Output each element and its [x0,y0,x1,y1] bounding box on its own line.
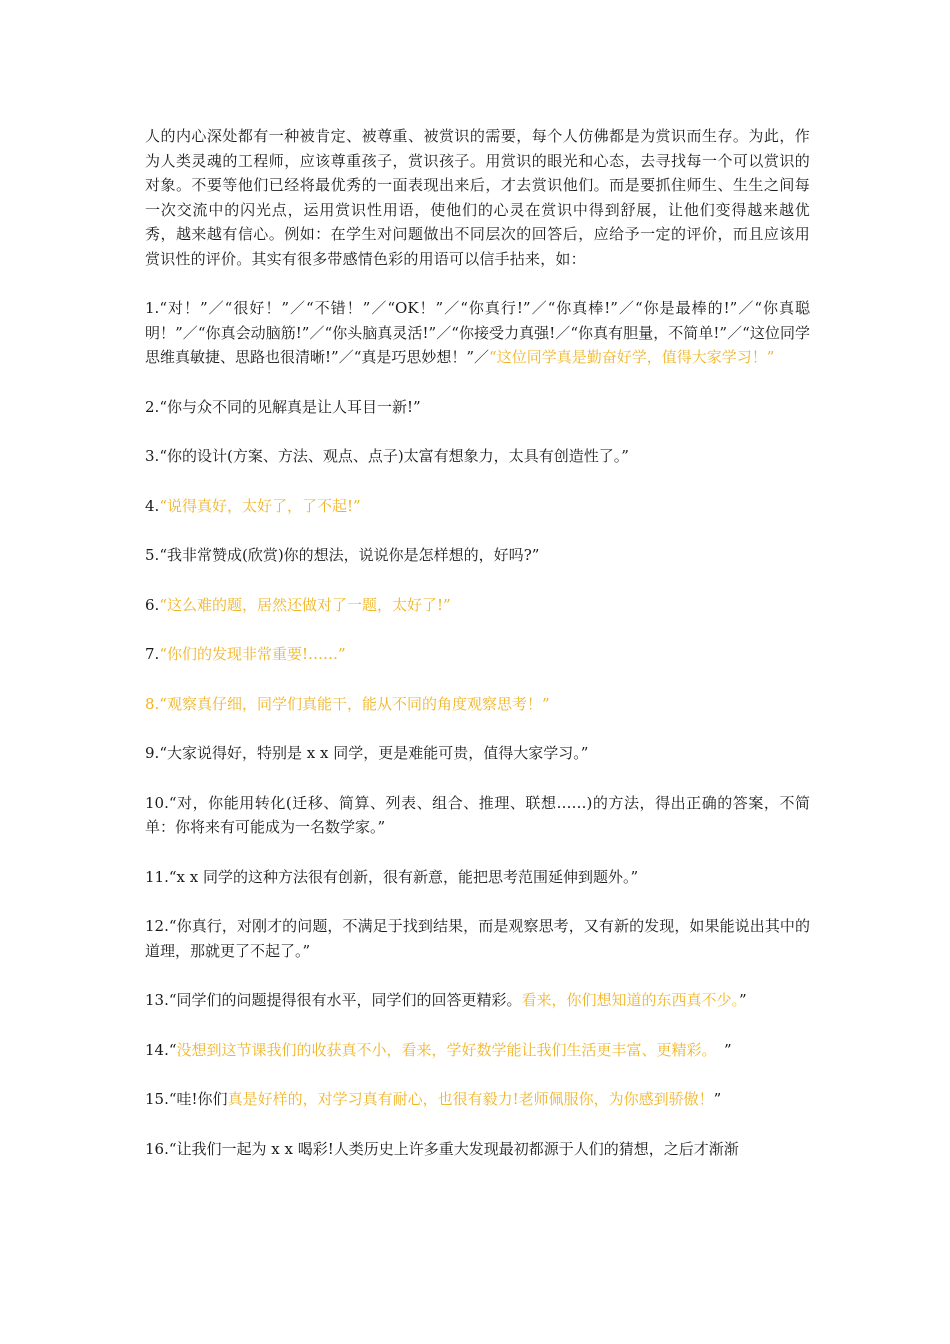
item-text: “哇!你们 [168,1090,228,1108]
item-number: 1. [145,299,160,317]
item-highlight: 看来，你们想知道的东西真不少。 [521,991,740,1009]
list-item-11 [145,865,810,890]
item-text: “ [168,1040,177,1059]
item-number: 16. [145,1139,169,1158]
item-number: 5. [145,546,160,564]
item-number: 15. [145,1090,169,1108]
list-item-16 [145,1137,810,1162]
item-highlight: 8.“观察真仔细，同学们真能干，能从不同的角度观察思考！” [145,694,550,713]
item-text: “对！”／“很好！”／“不错！”／“OK！”／“你真行!”／“你真棒!”／“你是最棒的!”／“你真聪明！”／“你真会动脑筋!”／“你头脑真灵活!”／“你接受力真强!／“你真有胆量，不简单!”／“这位同学思维真敏捷、思路也很清晰!”／“真是巧思妙想！”／ [145,299,810,366]
item-text: “对，你能用转化(迁移、简算、列表、组合、推理、联想……)的方法，得出正确的答案，不简单：你将来有可能成为一名数学家。” [145,793,810,836]
item-highlight: “这位同学真是勤奋好学，值得大家学习！” [489,348,775,366]
list-item-1 [145,296,810,370]
list-item-9 [145,741,810,766]
item-number: 11. [145,867,169,886]
item-text: “同学们的问题提得很有水平，同学们的回答更精彩。 [168,991,522,1009]
item-number: 14. [145,1040,169,1059]
item-tail: ” [739,991,747,1009]
item-highlight: 没想到这节课我们的收获真不小，看来，学好数学能让我们生活更丰富、更精彩。 [176,1040,710,1059]
item-tail: ” [713,1090,722,1108]
item-text: “x x 同学的这种方法很有创新，很有新意，能把思考范围延伸到题外。” [168,867,639,886]
item-text: “让我们一起为 x x 喝彩!人类历史上许多重大发现最初都源于人们的猜想，之后才渐渐 [168,1139,739,1158]
item-number: 9. [145,744,160,762]
item-highlight: 真是好样的，对学习真有耐心，也很有毅力!老师佩服你，为你感到骄傲！ [227,1090,714,1108]
item-highlight: “说得真好，太好了，了不起!” [159,496,361,515]
list-item-4 [145,494,810,519]
list-item-3 [145,444,810,469]
list-item-5 [145,543,810,568]
item-text: “你真行，对刚才的问题，不满足于找到结果，而是观察思考，又有新的发现，如果能说出其中的道理，那就更了不起了。” [145,917,810,960]
item-number: 10. [145,793,169,812]
list-item-14 [145,1038,810,1063]
item-text: “你与众不同的见解真是让人耳目一新!” [159,397,421,416]
list-item-7 [145,642,810,667]
document-page [145,124,810,1186]
item-number: 12. [145,917,169,935]
item-text: “大家说得好，特别是 x x 同学，更是难能可贵，值得大家学习。” [159,744,589,762]
item-tail: ” [709,1040,732,1059]
list-item-6 [145,593,810,618]
list-item-2 [145,395,810,420]
item-number: 3. [145,447,160,465]
item-number: 7. [145,645,160,663]
list-item-10 [145,791,810,840]
list-item-13 [145,988,810,1013]
item-number: 2. [145,397,160,416]
item-number: 4. [145,496,160,515]
item-text: “你的设计(方案、方法、观点、点子)太富有想象力，太具有创造性了。” [159,447,629,465]
list-item-15 [145,1087,810,1112]
item-text: “我非常赞成(欣赏)你的想法，说说你是怎样想的，好吗?” [159,546,540,564]
list-item-8 [145,692,810,717]
intro-paragraph: 人的内心深处都有一种被肯定、被尊重、被赏识的需要，每个人仿佛都是为赏识而生存。为此，作为人类灵魂的工程师，应该尊重孩子，赏识孩子。用赏识的眼光和心态，去寻找每一个可以赏识的对象。不要等他们已经将最优秀的一面表现出来后，才去赏识他们。而是要抓住师生、生生之间每一次交流中的闪光点，运用赏识性用语，使他们的心灵在赏识中得到舒展，让他们变得越来越优秀，越来越有信心。例如：在学生对问题做出不同层次的回答后，应给予一定的评价，而且应该用赏识性的评价。其实有很多带感情色彩的用语可以信手拈来，如： [145,127,810,268]
item-highlight: “你们的发现非常重要!……” [159,645,346,663]
item-highlight: “这么难的题，居然还做对了一题，太好了!” [159,595,451,614]
item-number: 13. [145,991,169,1009]
item-number: 6. [145,595,160,614]
list-item-12 [145,914,810,963]
